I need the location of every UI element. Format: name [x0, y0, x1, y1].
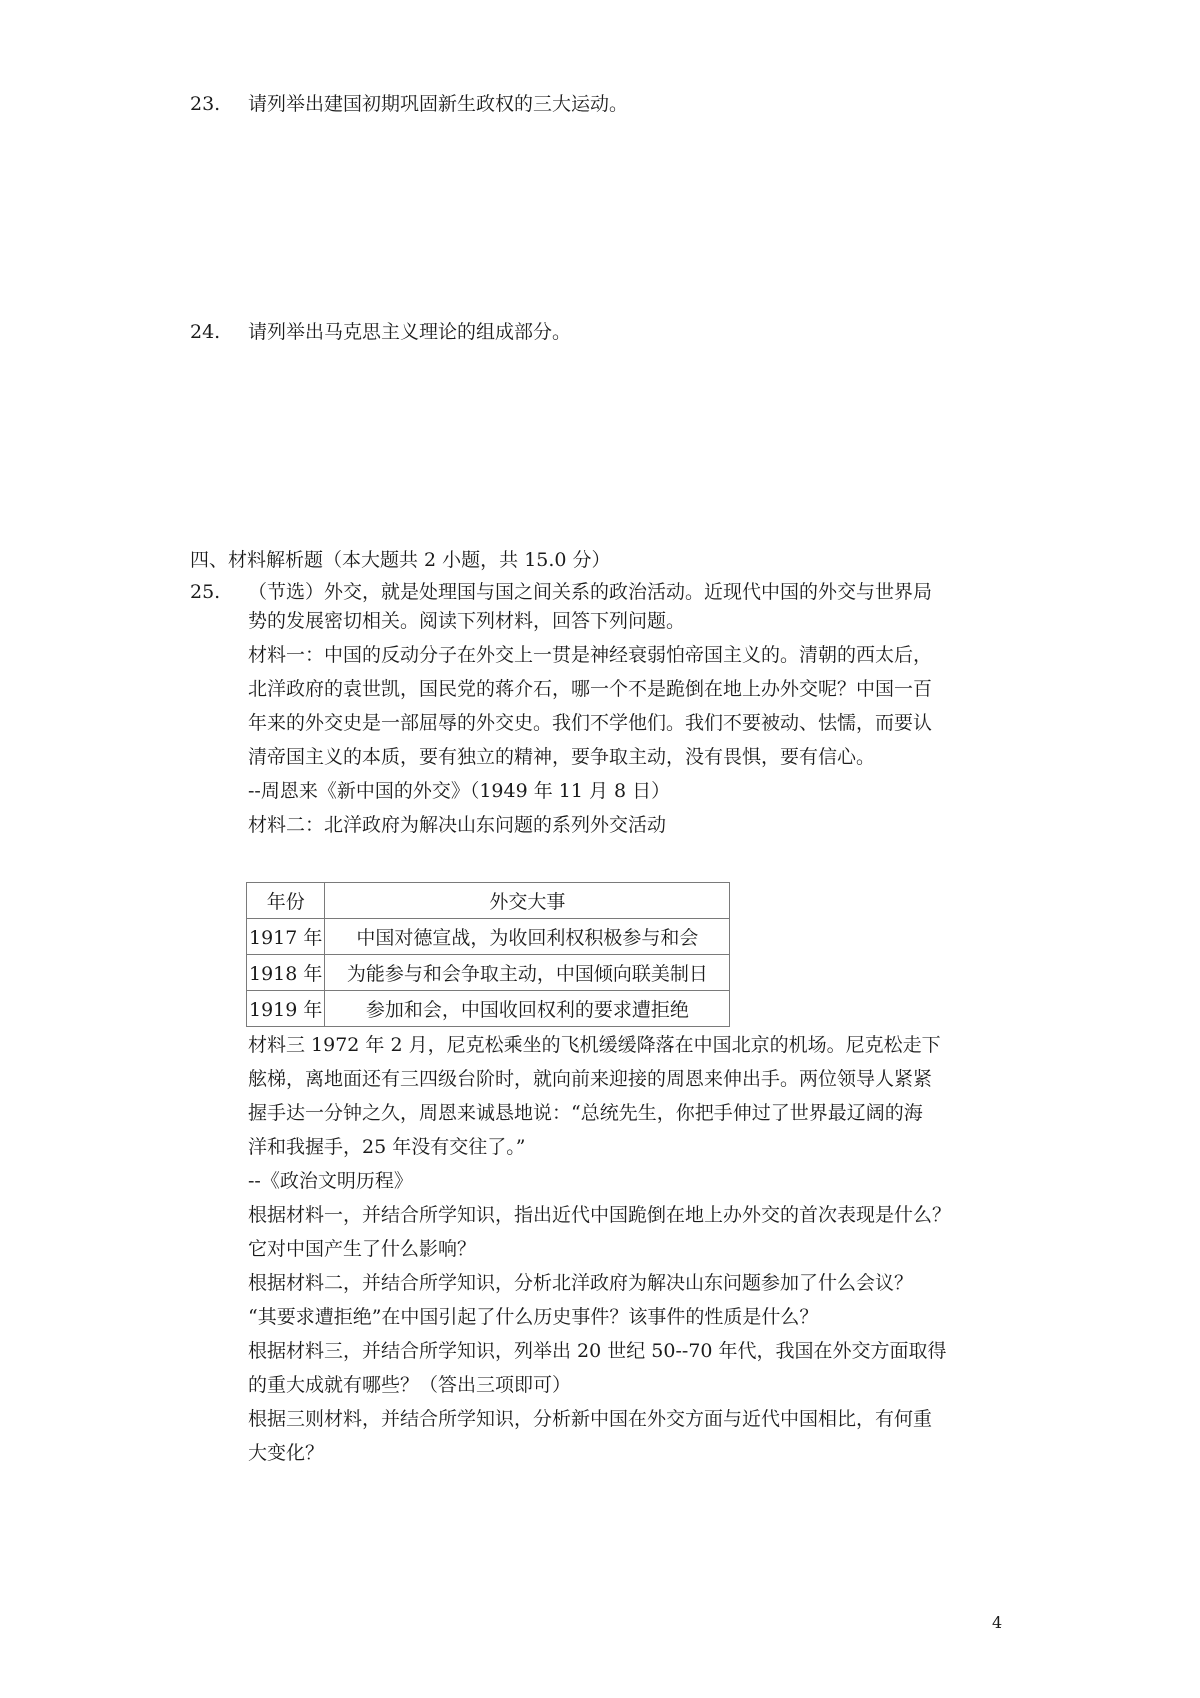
question-text: 请列举出马克思主义理论的组成部分。	[248, 321, 572, 343]
sub-question-line: 根据材料二，并结合所学知识，分析北洋政府为解决山东问题参加了什么会议？	[248, 1272, 914, 1294]
material-1-line: 材料一：中国的反动分子在外交上一贯是神经衰弱怕帝国主义的。清朝的西太后，	[248, 644, 933, 666]
table-header-year: 年份	[247, 883, 325, 919]
sub-question-line: 大变化？	[248, 1442, 325, 1464]
diplomacy-table	[246, 882, 730, 1027]
question-intro-line: （节选）外交，就是处理国与国之间关系的政治活动。近现代中国的外交与世界局	[248, 581, 933, 603]
table-cell-event: 参加和会，中国收回权利的要求遭拒绝	[325, 991, 730, 1027]
question-25	[190, 580, 932, 604]
material-3-line: 洋和我握手，25 年没有交往了。”	[248, 1136, 526, 1158]
sub-question-line: 它对中国产生了什么影响？	[248, 1238, 477, 1260]
question-25-continued	[248, 1028, 1038, 1470]
material-1-line: 年来的外交史是一部屈辱的外交史。我们不学他们。我们不要被动、怯懦，而要认	[248, 712, 933, 734]
table-cell-year: 1919 年	[247, 991, 325, 1027]
sub-question-line: “其要求遭拒绝”在中国引起了什么历史事件？该事件的性质是什么？	[248, 1306, 819, 1328]
sub-question-line: 根据三则材料，并结合所学知识，分析新中国在外交方面与近代中国相比，有何重	[248, 1408, 933, 1430]
material-3-line: 材料三 1972 年 2 月，尼克松乘坐的飞机缓缓降落在中国北京的机场。尼克松走下	[248, 1034, 941, 1056]
table-cell-year: 1917 年	[247, 919, 325, 955]
material-3-source: --《政治文明历程》	[248, 1170, 413, 1192]
material-2-title: 材料二：北洋政府为解决山东问题的系列外交活动	[248, 814, 667, 836]
table-cell-event: 为能参与和会争取主动，中国倾向联美制日	[325, 955, 730, 991]
question-intro-line: 势的发展密切相关。阅读下列材料，回答下列问题。	[248, 610, 686, 632]
material-1-source: --周恩来《新中国的外交》（1949 年 11 月 8 日）	[248, 780, 671, 802]
material-3-line: 握手达一分钟之久，周恩来诚恳地说：“总统先生，你把手伸过了世界最辽阔的海	[248, 1102, 923, 1124]
section-heading: 四、材料解析题（本大题共 2 小题，共 15.0 分）	[190, 549, 611, 571]
question-number: 23.	[190, 93, 221, 115]
material-3-line: 舷梯，离地面还有三四级台阶时，就向前来迎接的周恩来伸出手。两位领导人紧紧	[248, 1068, 933, 1090]
table-row	[247, 991, 730, 1027]
material-1-line: 北洋政府的袁世凯，国民党的蒋介石，哪一个不是跪倒在地上办外交呢？中国一百	[248, 678, 933, 700]
table-header-event: 外交大事	[325, 883, 730, 919]
sub-question-line: 根据材料三，并结合所学知识，列举出 20 世纪 50--70 年代，我国在外交方面取得	[248, 1340, 947, 1362]
question-number: 25.	[190, 581, 221, 603]
question-23	[190, 92, 628, 116]
table-cell-event: 中国对德宣战，为收回利权积极参与和会	[325, 919, 730, 955]
question-number: 24.	[190, 321, 221, 343]
question-text: 请列举出建国初期巩固新生政权的三大运动。	[248, 93, 629, 115]
question-25-body	[248, 604, 1038, 842]
material-1-line: 清帝国主义的本质，要有独立的精神，要争取主动，没有畏惧，要有信心。	[248, 746, 876, 768]
sub-question-line: 根据材料一，并结合所学知识，指出近代中国跪倒在地上办外交的首次表现是什么？	[248, 1204, 952, 1226]
table-header-row	[247, 883, 730, 919]
question-24	[190, 320, 571, 344]
page-number: 4	[992, 1613, 1003, 1632]
sub-question-line: 的重大成就有哪些？（答出三项即可）	[248, 1374, 572, 1396]
table-row	[247, 919, 730, 955]
table-row	[247, 955, 730, 991]
table-cell-year: 1918 年	[247, 955, 325, 991]
